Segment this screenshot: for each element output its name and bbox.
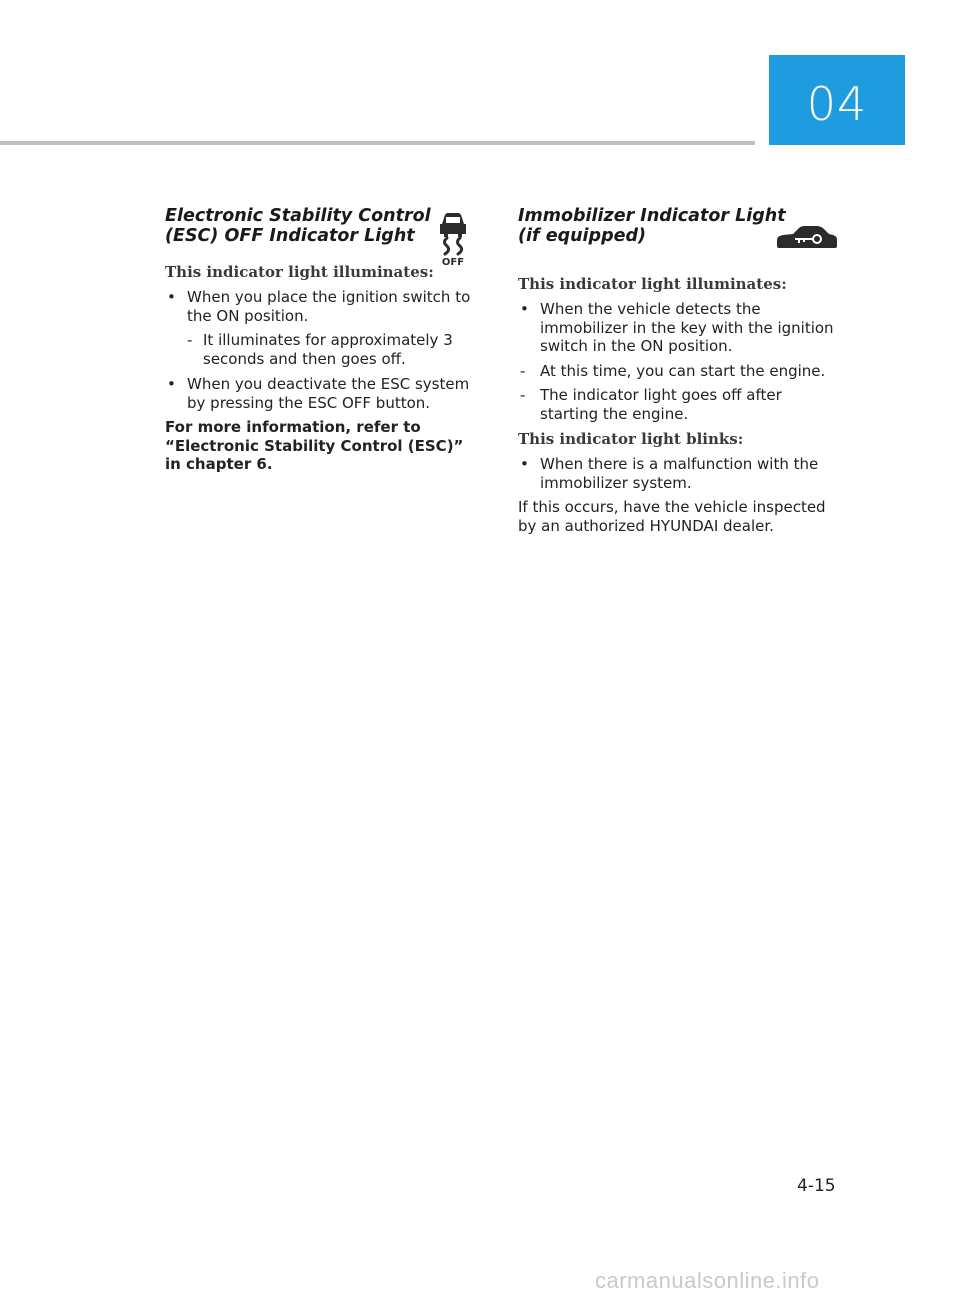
immobilizer-illuminates-label: This indicator light illuminates: — [518, 275, 787, 293]
header-rule — [0, 141, 755, 145]
chapter-number: 04 — [806, 77, 868, 131]
list-item: • When you deactivate the ESC system by pressing the ESC OFF button. — [167, 375, 470, 412]
list-item: • When you place the ignition switch to the ON position. — [167, 288, 471, 325]
immobilizer-heading: Immobilizer Indicator Light (if equipped) — [518, 206, 786, 246]
esc-off-heading: Electronic Stability Control (ESC) OFF Indicator Light — [165, 206, 431, 246]
esc-off-icon-label: OFF — [441, 257, 465, 266]
immobilizer-icon — [775, 224, 839, 252]
list-item: • When the vehicle detects the immobilizer in the key with the ignition switch in the ON position. — [520, 300, 834, 355]
list-subitem: - At this time, you can start the engine. — [520, 361, 826, 380]
immobilizer-body — [518, 300, 840, 535]
immobilizer-section — [518, 206, 840, 535]
esc-off-icon — [433, 210, 473, 266]
list-subitem: - It illuminates for approximately 3 seconds and then goes off. — [187, 331, 453, 368]
list-item: • When there is a malfunction with the immobilizer system. — [520, 455, 819, 492]
page-number: 4-15 — [797, 1176, 836, 1196]
esc-illuminates-label: This indicator light illuminates: — [165, 263, 434, 281]
closing-paragraph: If this occurs, have the vehicle inspected by an authorized HYUNDAI dealer. — [518, 498, 826, 535]
immobilizer-blinks-label: This indicator light blinks: — [518, 430, 744, 448]
esc-off-section — [165, 206, 480, 474]
immobilizer-heading-row — [518, 206, 840, 262]
chapter-tab — [769, 55, 905, 145]
esc-off-heading-row — [165, 206, 480, 266]
watermark: carmanualsonline.info — [595, 1268, 820, 1293]
more-info-note: For more information, refer to “Electronic Stability Control (ESC)” in chapter 6. — [165, 418, 464, 473]
list-subitem: - The indicator light goes off after starting the engine. — [520, 386, 782, 423]
esc-body — [165, 288, 480, 474]
